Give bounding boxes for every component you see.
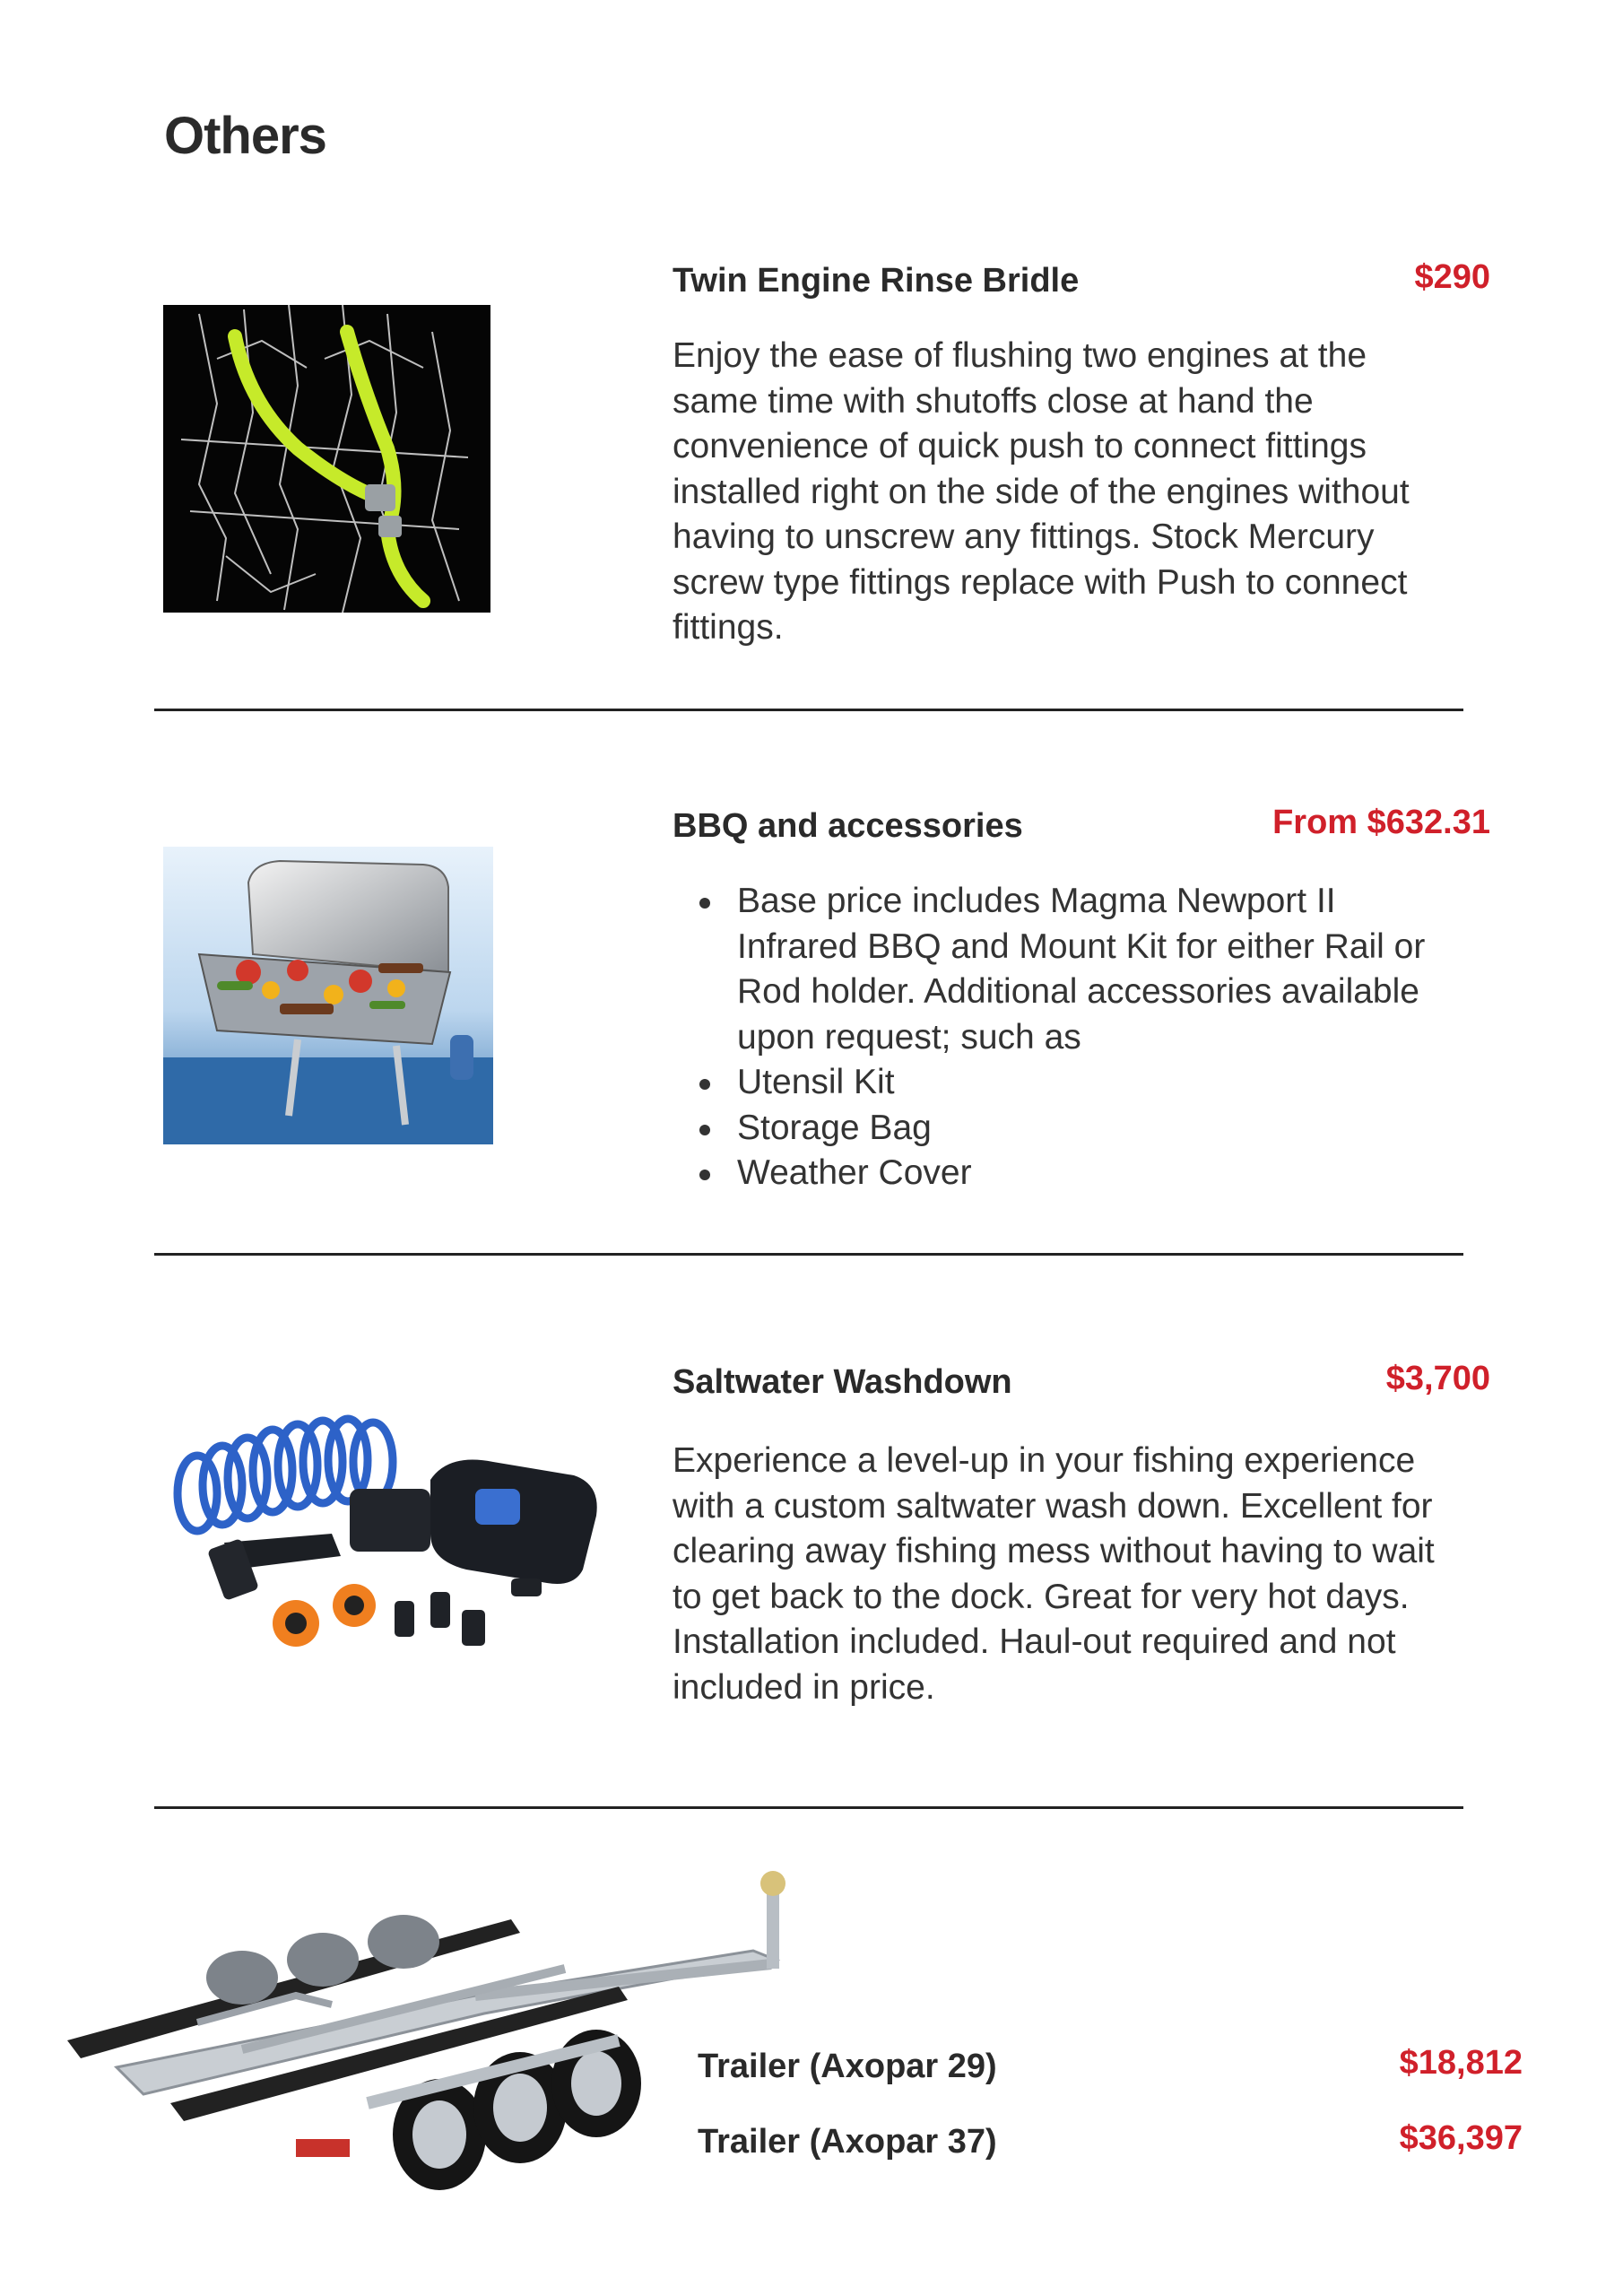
list-item-line: upon request; such as — [737, 1017, 1081, 1057]
list-item-line: Infrared BBQ and Mount Kit for either Rail or — [737, 926, 1426, 966]
description-line: to get back to the dock. Great for very hot days. — [673, 1577, 1410, 1616]
item-description — [673, 334, 1569, 651]
list-item — [737, 1060, 1569, 1106]
section-divider — [154, 1253, 1463, 1256]
description-line: with a custom saltwater wash down. Excellent for — [673, 1486, 1433, 1526]
accessory-list — [673, 879, 1569, 1196]
trailer-title: Trailer (Axopar 29) — [698, 2048, 997, 2085]
description-line: screw type fittings replace with Push to connect — [673, 562, 1408, 602]
item-price: $290 — [1414, 258, 1490, 296]
list-item — [737, 879, 1569, 1060]
trailer-price: $18,812 — [1399, 2044, 1523, 2082]
trailer-title: Trailer (Axopar 37) — [698, 2123, 997, 2161]
description-line: included in price. — [673, 1667, 935, 1707]
list-item — [737, 1151, 1569, 1196]
list-item — [737, 1106, 1569, 1152]
list-item-line: Storage Bag — [737, 1108, 932, 1147]
item-description — [673, 879, 1569, 1196]
section-divider — [154, 709, 1463, 711]
item-price: $3,700 — [1385, 1360, 1490, 1397]
washdown-kit-image — [161, 1399, 619, 1677]
list-item-line: Base price includes Magma Newport II — [737, 882, 1336, 920]
list-item-line: Weather Cover — [737, 1153, 972, 1192]
list-item-line: Rod holder. Additional accessories available — [737, 972, 1419, 1011]
description-line: Installation included. Haul-out required and not — [673, 1622, 1396, 1661]
description-line: having to unscrew any fittings. Stock Mercury — [673, 517, 1375, 556]
rinse-bridle-image — [163, 305, 490, 613]
bbq-image — [163, 847, 493, 1144]
item-title: BBQ and accessories — [673, 807, 1023, 845]
description-line: Experience a level-up in your fishing experience — [673, 1441, 1416, 1480]
trailer-price: $36,397 — [1399, 2119, 1523, 2157]
item-price: From $632.31 — [1272, 804, 1490, 841]
item-title: Twin Engine Rinse Bridle — [673, 262, 1080, 300]
description-line: same time with shutoffs close at hand the — [673, 381, 1314, 421]
list-item-line: Utensil Kit — [737, 1063, 895, 1101]
item-description — [673, 1439, 1569, 1710]
description-line: convenience of quick push to connect fittings — [673, 427, 1367, 465]
section-divider — [154, 1806, 1463, 1809]
page-title: Others — [164, 107, 326, 165]
description-line: Enjoy the ease of flushing two engines at the — [673, 336, 1367, 375]
description-line: installed right on the side of the engines without — [673, 472, 1410, 511]
item-title: Saltwater Washdown — [673, 1363, 1012, 1401]
description-line: fittings. — [673, 608, 784, 647]
description-line: clearing away fishing mess without having to wait — [673, 1532, 1435, 1570]
